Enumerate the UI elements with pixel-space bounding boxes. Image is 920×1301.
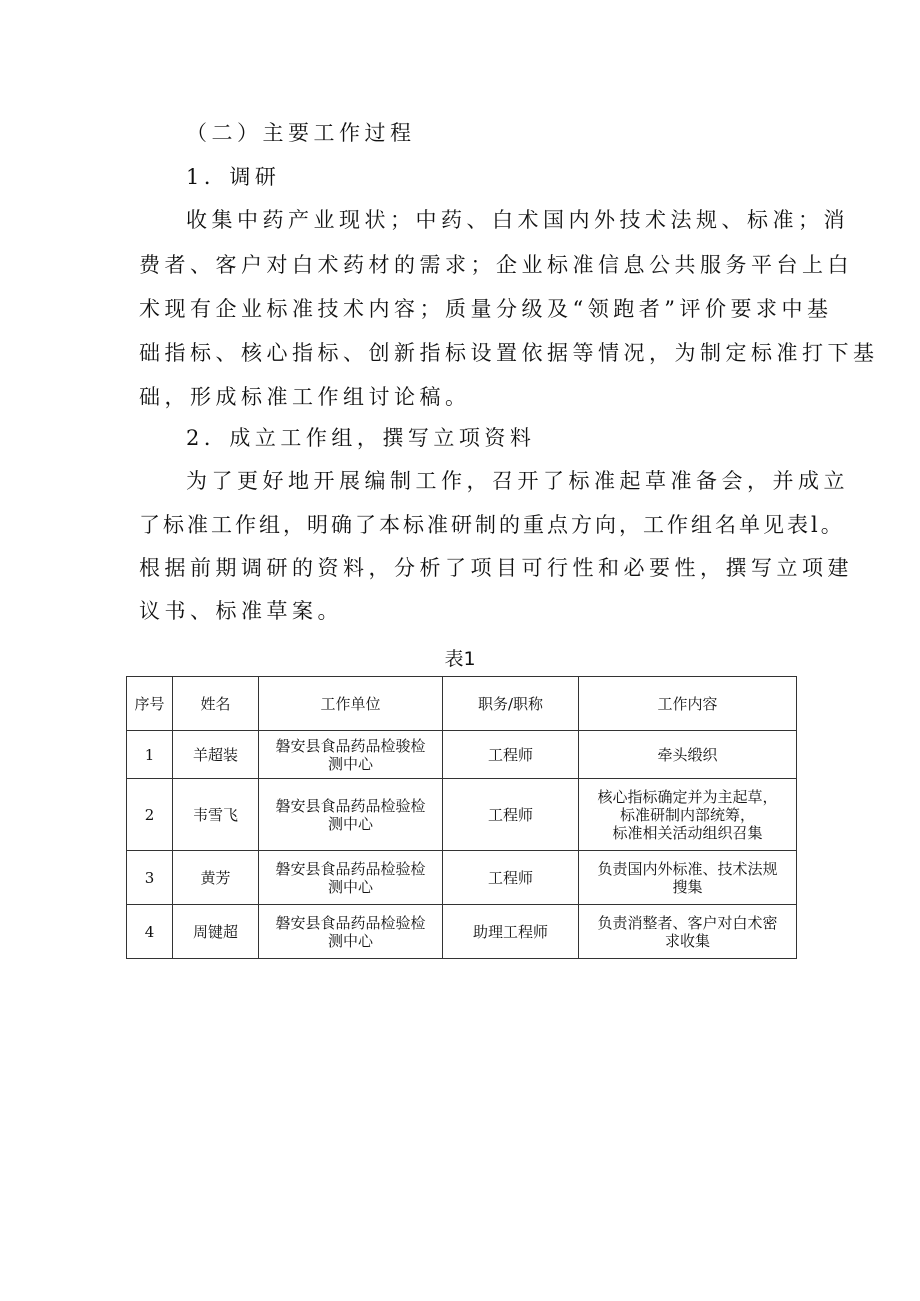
row-title: 工程师: [443, 779, 579, 851]
header-title: 职务/职称: [443, 677, 579, 731]
item1-line-2: 费者、客户对白术药材的需求；企业标准信息公共服务平台上白: [139, 253, 853, 277]
item2-title: 2．成立工作组，撰写立项资料: [186, 426, 536, 450]
row-name: 黄芳: [173, 851, 259, 905]
row-content-line: 搜集: [672, 877, 703, 896]
item2-line-4: 议书、标准草案。: [139, 599, 343, 623]
item1-line-3: 术现有企业标准技术内容；质量分级及“领跑者”评价要求中基: [139, 297, 833, 321]
table-row: [127, 779, 797, 851]
row-content-line: 负责消整者、客户对白术密: [597, 913, 778, 932]
row-unit: [259, 779, 443, 851]
row-title: 工程师: [443, 731, 579, 779]
header-name: 姓名: [173, 677, 259, 731]
item1-line-5: 础，形成标准工作组讨论稿。: [139, 385, 471, 409]
item2-line-1: 为了更好地开展编制工作，召开了标准起草准备会，并成立: [186, 469, 849, 493]
row-name: 周键超: [173, 905, 259, 959]
row-unit-line: 磐安县食品药品检验检: [275, 796, 426, 815]
row-content-line: 牵头缎织: [657, 745, 718, 764]
row-content-line: 标准研制内部统筹，: [619, 805, 755, 824]
row-unit-line: 磐安县食品药品检骏检: [275, 736, 426, 755]
item1-line-1: 收集中药产业现状；中药、白术国内外技术法规、标准；消: [186, 208, 849, 232]
row-content-line: 标准相关活动组织召集: [612, 823, 763, 842]
table-row: [127, 731, 797, 779]
row-content-line: 核心指标确定并为主起草，: [597, 787, 778, 806]
row-unit: [259, 905, 443, 959]
section-heading: （二）主要工作过程: [186, 121, 416, 145]
item2-line-3: 根据前期调研的资料，分析了项目可行性和必要性，撰写立项建: [139, 556, 853, 580]
row-unit-line: 测中心: [327, 754, 373, 773]
item1-line-4: 础指标、核心指标、创新指标设置依据等情况，为制定标准打下基: [139, 341, 879, 365]
table-row: [127, 851, 797, 905]
row-name: 韦雪飞: [173, 779, 259, 851]
row-no: 2: [127, 779, 173, 851]
header-content: 工作内容: [579, 677, 797, 731]
row-no: 3: [127, 851, 173, 905]
table-caption: 表1: [444, 648, 476, 670]
row-unit-line: 磐安县食品药品检验检: [275, 859, 426, 878]
row-title: 工程师: [443, 851, 579, 905]
staff-table: [126, 676, 797, 959]
row-content-line: 负责国内外标准、技术法规: [597, 859, 778, 878]
table-header-row: [127, 677, 797, 731]
item1-title: 1．调研: [186, 165, 281, 189]
row-unit-line: 测中心: [327, 814, 373, 833]
item2-line-2: 了标准工作组，明确了本标准研制的重点方向，工作组名单见表l。: [139, 513, 845, 537]
row-unit-line: 磐安县食品药品检验检: [275, 913, 426, 932]
row-content: [579, 731, 797, 779]
row-unit: [259, 851, 443, 905]
row-content: [579, 779, 797, 851]
header-no: 序号: [127, 677, 173, 731]
table-row: [127, 905, 797, 959]
row-no: 1: [127, 731, 173, 779]
header-unit: 工作单位: [259, 677, 443, 731]
row-content-line: 求收集: [664, 931, 710, 950]
row-content: [579, 851, 797, 905]
row-unit-line: 测中心: [327, 931, 373, 950]
row-content: [579, 905, 797, 959]
row-unit: [259, 731, 443, 779]
row-unit-line: 测中心: [327, 877, 373, 896]
row-title: 助理工程师: [443, 905, 579, 959]
row-no: 4: [127, 905, 173, 959]
row-name: 羊超装: [173, 731, 259, 779]
